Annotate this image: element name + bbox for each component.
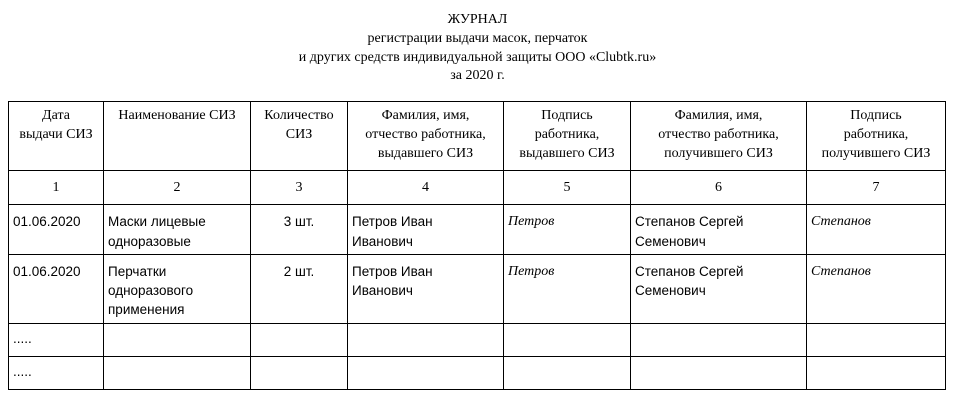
issue-date-cell: 01.06.2020	[9, 255, 104, 324]
column-number: 4	[348, 171, 504, 205]
issuer-name-cell: Петров Иван Иванович	[348, 255, 504, 324]
header-quantity: Количество СИЗ	[251, 102, 348, 171]
header-receiver-name: Фамилия, имя, отчество работника, получившего СИЗ	[631, 102, 807, 171]
column-number: 1	[9, 171, 104, 205]
column-number-row	[9, 171, 946, 205]
receiver-name-cell: Степанов Сергей Семенович	[631, 255, 807, 324]
column-number: 7	[807, 171, 946, 205]
quantity-cell: 2 шт.	[251, 255, 348, 324]
table-row-placeholder	[9, 324, 946, 357]
receiver-name-cell: Степанов Сергей Семенович	[631, 205, 807, 255]
header-issuer-signature: Подпись работника, выдавшего СИЗ	[504, 102, 631, 171]
empty-cell	[104, 357, 251, 390]
registration-table	[8, 101, 946, 390]
header-row	[9, 102, 946, 171]
column-number: 3	[251, 171, 348, 205]
empty-cell	[807, 324, 946, 357]
column-number: 5	[504, 171, 631, 205]
issue-date-cell: 01.06.2020	[9, 205, 104, 255]
ppe-name-cell: Перчатки одноразового применения	[104, 255, 251, 324]
quantity-cell: 3 шт.	[251, 205, 348, 255]
journal-subtitle-line-1: регистрации выдачи масок, перчаток	[367, 31, 588, 46]
empty-cell	[504, 357, 631, 390]
issuer-signature-cell: Петров	[504, 205, 631, 255]
empty-cell	[348, 324, 504, 357]
header-ppe-name: Наименование СИЗ	[104, 102, 251, 171]
header-issue-date: Дата выдачи СИЗ	[9, 102, 104, 171]
empty-cell	[348, 357, 504, 390]
journal-subtitle-line-2: и других средств индивидуальной защиты ООО «Clubtk.ru»	[298, 50, 657, 65]
ellipsis-cell: .....	[9, 324, 104, 357]
ppe-name-cell: Маски лицевые одноразовые	[104, 205, 251, 255]
empty-cell	[251, 357, 348, 390]
ellipsis-cell: .....	[9, 357, 104, 390]
journal-year: за 2020 г.	[450, 68, 505, 83]
issuer-signature-cell: Петров	[504, 255, 631, 324]
empty-cell	[631, 324, 807, 357]
receiver-signature-cell: Степанов	[807, 255, 946, 324]
journal-title: ЖУРНАЛ	[447, 12, 508, 27]
column-number: 2	[104, 171, 251, 205]
receiver-signature-cell: Степанов	[807, 205, 946, 255]
empty-cell	[807, 357, 946, 390]
table-row	[9, 255, 946, 324]
column-number: 6	[631, 171, 807, 205]
empty-cell	[104, 324, 251, 357]
issuer-name-cell: Петров Иван Иванович	[348, 205, 504, 255]
empty-cell	[251, 324, 348, 357]
empty-cell	[504, 324, 631, 357]
table-row	[9, 205, 946, 255]
header-receiver-signature: Подпись работника, получившего СИЗ	[807, 102, 946, 171]
table-row-placeholder	[9, 357, 946, 390]
header-issuer-name: Фамилия, имя, отчество работника, выдавшего СИЗ	[348, 102, 504, 171]
empty-cell	[631, 357, 807, 390]
